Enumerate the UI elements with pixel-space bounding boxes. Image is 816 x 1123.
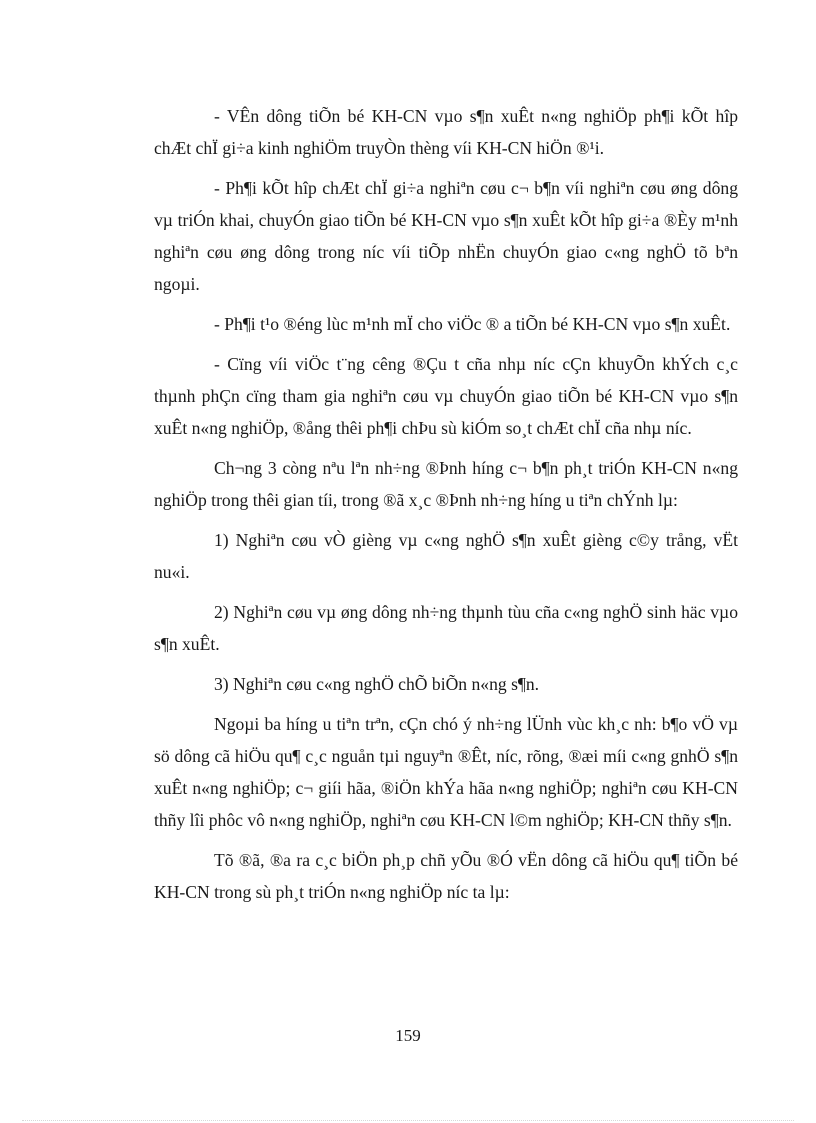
page-bottom-divider (22, 1120, 794, 1121)
paragraph-chapter-summary: Ch¬ng 3 còng nªu lªn nh÷ng ®Þnh híng c¬ b¶n ph¸t triÓn KH-CN n«ng nghiÖp trong thêi gian tíi, trong ®ã x¸c ®Þnh nh÷ng híng u tiªn chÝnh lµ: (154, 458, 738, 510)
list-item-priority-2: 2) Nghiªn cøu vµ øng dông nh÷ng thµnh tùu cña c«ng nghÖ sinh häc vµo s¶n xuÊt. (154, 602, 738, 654)
paragraph-other-fields: Ngoµi ba híng u tiªn trªn, cÇn chó ý nh÷ng lÜnh vùc kh¸c nh: b¶o vÖ vµ sö dông cã hiÖu qu¶ c¸c nguån tµi nguyªn ®Êt, níc, rõng, ®æi míi c«ng gnhÖ s¶n xuÊt n«ng nghiÖp; c¬ giíi hãa, ®iÖn khÝa hãa n«ng nghiÖp; nghiªn cøu KH-CN thñy lîi phôc vô n«ng nghiÖp, nghiªn cøu KH-CN l©m nghiÖp; KH-CN thñy s¶n. (154, 714, 738, 830)
paragraph-principle-investment: - Cïng víi viÖc t¨ng cêng ®Çu t cña nhµ níc cÇn khuyÕn khÝch c¸c thµnh phÇn cïng tham gia nghiªn cøu vµ chuyÓn giao tiÕn bé KH-CN vµo s¶n xuÊt n«ng nghiÖp, ®ång thêi ph¶i chÞu sù kiÓm so¸t chÆt chÏ cña nhµ níc. (154, 354, 738, 438)
document-body (154, 100, 738, 916)
paragraph-principle-tradition: - VÊn dông tiÕn bé KH-CN vµo s¶n xuÊt n«ng nghiÖp ph¶i kÕt hîp chÆt chÏ gi÷a kinh nghiÖm truyÒn thèng víi KH-CN hiÖn ®¹i. (154, 106, 738, 158)
paragraph-principle-research: - Ph¶i kÕt hîp chÆt chÏ gi÷a nghiªn cøu c¬ b¶n víi nghiªn cøu øng dông vµ triÓn khai, chuyÓn giao tiÕn bé KH-CN vµo s¶n xuÊt kÕt hîp gi÷a ®Èy m¹nh nghiªn cøu øng dông trong níc víi tiÕp nhËn chuyÓn giao c«ng nghÖ tõ bªn ngoµi. (154, 178, 738, 294)
paragraph-measures-intro: Tõ ®ã, ®a ra c¸c biÖn ph¸p chñ yÕu ®Ó vËn dông cã hiÖu qu¶ tiÕn bé KH-CN trong sù ph¸t triÓn n«ng nghiÖp níc ta lµ: (154, 850, 738, 902)
list-item-priority-3: 3) Nghiªn cøu c«ng nghÖ chÕ biÕn n«ng s¶n. (214, 674, 540, 694)
page-number: 159 (395, 1026, 421, 1045)
paragraph-principle-motivation: - Ph¶i t¹o ®éng lùc m¹nh mÏ cho viÖc ® a tiÕn bé KH-CN vµo s¶n xuÊt. (214, 314, 731, 334)
list-item-priority-1: 1) Nghiªn cøu vÒ gièng vµ c«ng nghÖ s¶n xuÊt gièng c©y trång, vËt nu«i. (154, 530, 738, 582)
